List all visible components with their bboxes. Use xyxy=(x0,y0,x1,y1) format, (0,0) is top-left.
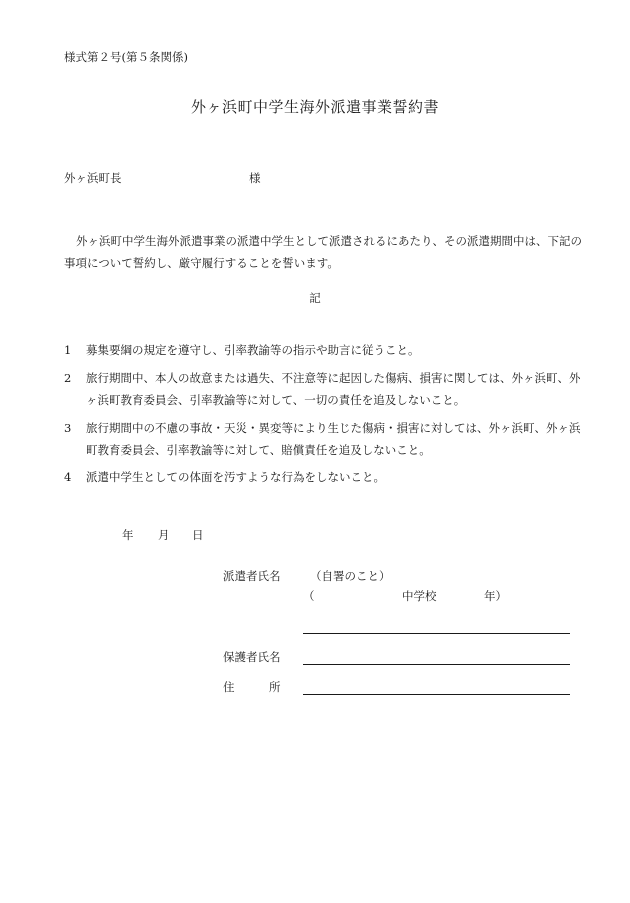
pledge-item-number: 4 xyxy=(64,470,72,484)
pledge-item-number: 2 xyxy=(64,371,72,385)
dispatch-name-label: 派遣者氏名 xyxy=(223,569,281,583)
guardian-name-label: 保護者氏名 xyxy=(223,650,281,664)
pledge-item-text: 募集要綱の規定を遵守し、引率教諭等の指示や助言に従うこと。 xyxy=(86,343,420,357)
address-label: 住 所 xyxy=(223,680,281,694)
pledge-item-text: 旅行期間中、本人の故意または過失、不注意等に起因した傷病、損害に関しては、外ヶ浜町、外ヶ浜町教育委員会、引率教諭等に対して、一切の責任を追及しないこと。 xyxy=(86,371,581,407)
addressee: 外ヶ浜町長 xyxy=(64,171,122,185)
school-paren-open: （ xyxy=(303,589,315,603)
pledge-item-number: 3 xyxy=(64,421,72,435)
guardian-signature-line[interactable] xyxy=(303,664,570,665)
ki-heading: 記 xyxy=(309,291,321,305)
pledge-item-number: 1 xyxy=(64,343,72,357)
pledge-item-4 xyxy=(64,466,584,488)
pledge-item-2 xyxy=(64,367,584,411)
self-sign-note: （自署のこと） xyxy=(310,569,391,583)
dispatch-signature-line[interactable] xyxy=(303,633,570,634)
honorific: 様 xyxy=(249,171,261,185)
pledge-item-1 xyxy=(64,339,584,361)
pledge-item-text: 旅行期間中の不慮の事故・天災・異変等により生じた傷病・損害に対しては、外ヶ浜町、外ヶ浜町教育委員会、引率教諭等に対して、賠償責任を追及しないこと。 xyxy=(86,421,581,457)
form-number: 様式第２号(第５条関係) xyxy=(64,50,188,64)
date-month-label: 月 xyxy=(158,528,170,542)
date-day-label: 日 xyxy=(192,528,204,542)
document-title: 外ヶ浜町中学生海外派遣事業誓約書 xyxy=(190,98,439,116)
pledge-item-text: 派遣中学生としての体面を汚すような行為をしないこと。 xyxy=(86,470,385,484)
grade-label: 年） xyxy=(484,589,507,603)
date-year-label: 年 xyxy=(122,528,134,542)
pledge-item-3 xyxy=(64,417,584,461)
address-line[interactable] xyxy=(303,694,570,695)
school-label: 中学校 xyxy=(402,589,437,603)
intro-paragraph: 外ヶ浜町中学生海外派遣事業の派遣中学生として派遣されるにあたり、その派遣期間中は、下記の事項について誓約し、厳守履行することを誓います。 xyxy=(64,234,582,270)
